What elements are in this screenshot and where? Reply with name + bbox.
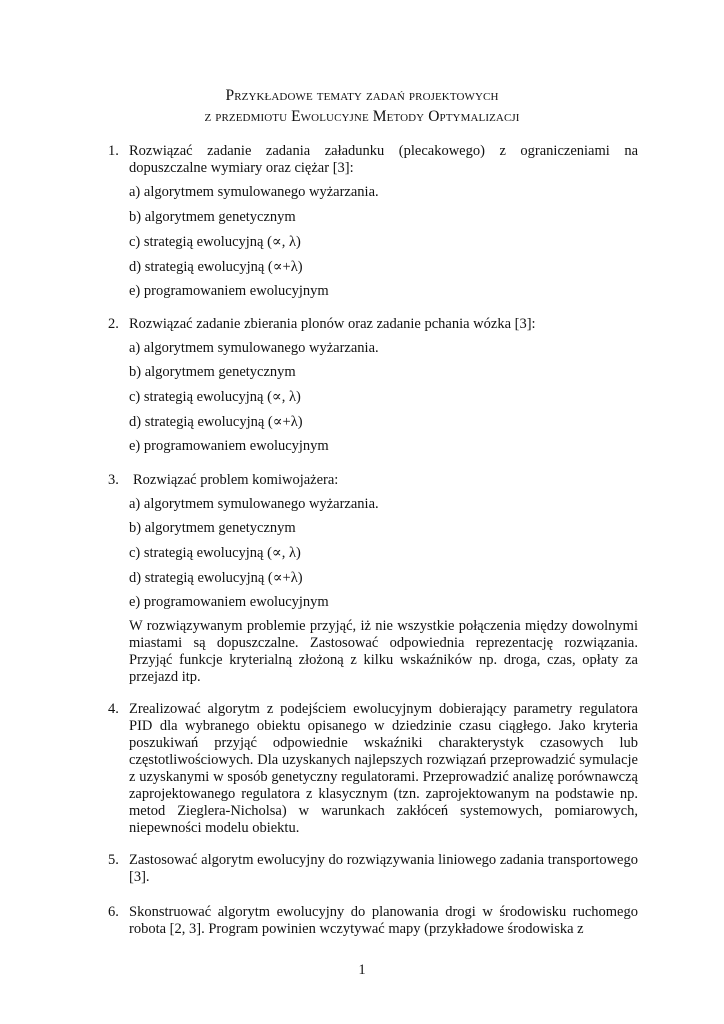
task-option: a) algorytmem symulowanego wyżarzania. (129, 496, 379, 512)
task-option: b) algorytmem genetycznym (129, 364, 296, 380)
task-text: Zrealizować algorytm z podejściem ewolucyjnym dobierający parametry regulatora PID dla wybranego obiektu opisanego w dziedzinie czasu ciągłego. Jako kryteria poszukiwań przyjąć odpowiednie wskaźniki charakterystyk czasowych lub częstotliwościowych. Dla uzyskanych najlepszych rozwiązań przeprowadzić symulacje z uzyskanymi w sposób genetyczny regulatorami. Przeprowadzić analizę porównawczą zaprojektowanego regulatora z klasycznym (tzn. zaprojektowanym na podstawie np. metod Zieglera-Nicholsa) w warunkach zakłóceń systemowych, pomiarowych, niepewności modelu obiektu. (129, 701, 638, 836)
task-option: c) strategią ewolucyjną (∝, λ) (129, 545, 301, 561)
task-option: e) programowaniem ewolucyjnym (129, 594, 329, 610)
task-option: e) programowaniem ewolucyjnym (129, 283, 329, 299)
task-option: a) algorytmem symulowanego wyżarzania. (129, 340, 379, 356)
task-option: d) strategią ewolucyjną (∝+λ) (129, 570, 303, 586)
document-title-line-2: z przedmiotu Ewolucyjne Metody Optymalizacji (204, 108, 520, 125)
task-option: e) programowaniem ewolucyjnym (129, 438, 329, 454)
task-note: W rozwiązywanym problemie przyjąć, iż nie wszystkie połączenia między dowolnymi miastami są dopuszczalne. Zastosować odpowiednia reprezentację rozwiązania. Przyjąć funkcje kryterialną złożoną z kilku wskaźników np. droga, czas, opłaty za przejazd itp. (129, 618, 638, 685)
task-number: 3. (108, 472, 119, 488)
task-text: Rozwiązać zadanie zadania załadunku (plecakowego) z ograniczeniami na dopuszczalne wymiary oraz ciężar [3]: (129, 143, 638, 176)
task-option: b) algorytmem genetycznym (129, 520, 296, 536)
task-text: Rozwiązać problem komiwojażera: (133, 472, 339, 488)
task-text: Skonstruować algorytm ewolucyjny do planowania drogi w środowisku ruchomego robota [2, 3]. Program powinien wczytywać mapy (przykładowe środowiska z (129, 904, 638, 937)
task-option: c) strategią ewolucyjną (∝, λ) (129, 389, 301, 405)
task-option: a) algorytmem symulowanego wyżarzania. (129, 184, 379, 200)
task-option: d) strategią ewolucyjną (∝+λ) (129, 259, 303, 275)
page-number: 1 (358, 962, 366, 978)
task-number: 1. (108, 143, 119, 159)
task-number: 4. (108, 701, 119, 717)
task-number: 2. (108, 316, 119, 332)
task-text: Zastosować algorytm ewolucyjny do rozwiązywania liniowego zadania transportowego [3]. (129, 852, 638, 885)
task-option: d) strategią ewolucyjną (∝+λ) (129, 414, 303, 430)
task-text: Rozwiązać zadanie zbierania plonów oraz zadanie pchania wózka [3]: (129, 316, 536, 332)
task-option: b) algorytmem genetycznym (129, 209, 296, 225)
task-number: 6. (108, 904, 119, 920)
task-number: 5. (108, 852, 119, 868)
document-title-line-1: Przykładowe tematy zadań projektowych (225, 87, 499, 104)
task-option: c) strategią ewolucyjną (∝, λ) (129, 234, 301, 250)
